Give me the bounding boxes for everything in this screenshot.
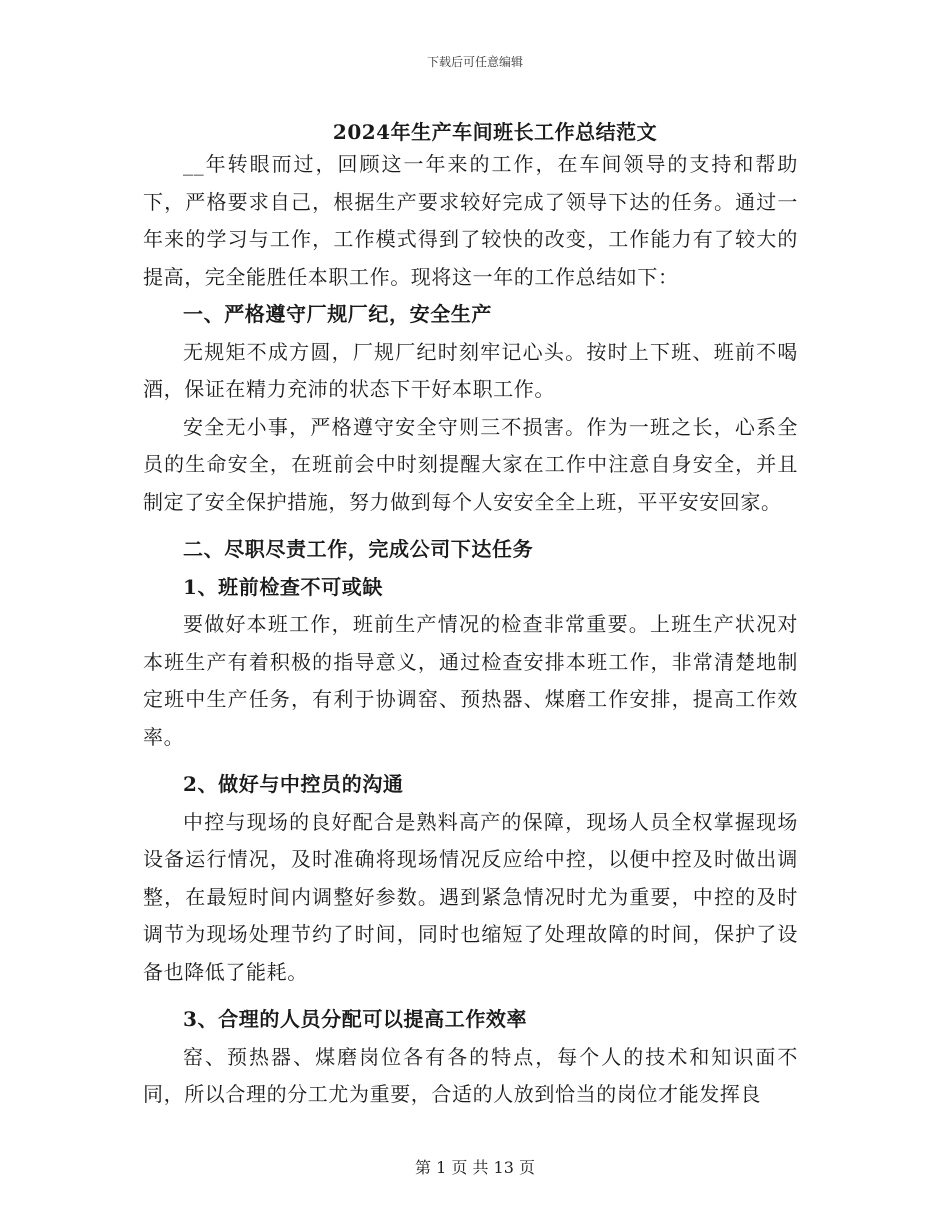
item-2-paragraph: 中控与现场的良好配合是熟料高产的保障，现场人员全权掌握现场设备运行情况，及时准确将现场情况反应给中控，以便中控及时做出调整，在最短时间内调整好参数。遇到紧急情况时尤为重要，中控的及时调节为现场处理节约了时间，同时也缩短了处理故障的时间，保护了设备也降低了能耗。 [143,809,798,984]
document-body [143,146,798,1114]
item-3-heading: 3、合理的人员分配可以提高工作效率 [183,1007,528,1031]
section-1-paragraph-2: 安全无小事，严格遵守安全守则三不损害。作为一班之长，心系全员的生命安全，在班前会中时刻提醒大家在工作中注意自身安全，并且制定了安全保护措施，努力做到每个人安安全全上班，平平安安回家。 [143,414,798,514]
item-1-paragraph: 要做好本班工作，班前生产情况的检查非常重要。上班生产状况对本班生产有着积极的指导意义，通过检查安排本班工作，非常清楚地制定班中生产任务，有利于协调窑、预热器、煤磨工作安排，提高工作效率。 [143,612,798,749]
section-1-heading: 一、严格遵守厂规厂纪，安全生产 [183,302,492,326]
item-2-heading: 2、做好与中控员的沟通 [183,772,404,796]
section-1-paragraph-1: 无规矩不成方圆，厂规厂纪时刻牢记心头。按时上下班、班前不喝酒，保证在精力充沛的状态下干好本职工作。 [143,339,798,401]
intro-paragraph: __年转眼而过，回顾这一年来的工作，在车间领导的支持和帮助下，严格要求自己，根据生产要求较好完成了领导下达的任务。通过一年来的学习与工作，工作模式得到了较快的改变，工作能力有了较大的提高，完全能胜任本职工作。现将这一年的工作总结如下： [143,152,798,289]
section-2-heading: 二、尽职尽责工作，完成公司下达任务 [183,537,534,561]
item-3-paragraph: 窑、预热器、煤磨岗位各有各的特点，每个人的技术和知识面不同，所以合理的分工尤为重要，合适的人放到恰当的岗位才能发挥良 [143,1044,798,1106]
page-footer: 第 1 页 共 13 页 [415,1158,535,1177]
header-note: 下载后可任意编辑 [426,55,523,69]
document-title: 2024年生产车间班长工作总结范文 [332,120,658,144]
item-1-heading: 1、班前检查不可或缺 [183,574,383,599]
